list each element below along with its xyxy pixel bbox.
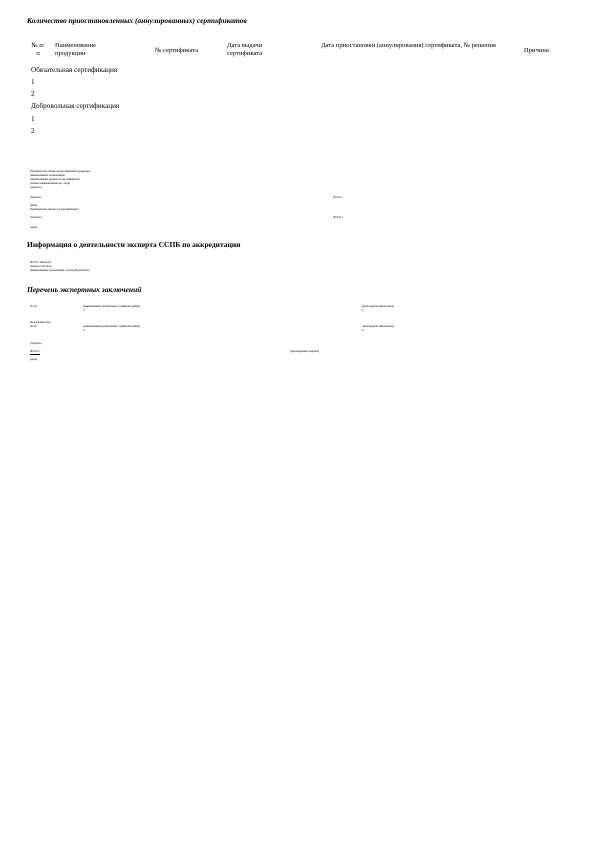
conclusion-date-value: 2 <box>362 329 364 332</box>
group-label-voluntary: Добровольная сертификация <box>31 102 120 110</box>
sign-label: (подпись) <box>30 342 42 345</box>
col-header-cert-num: № сертификата <box>155 47 199 54</box>
table-row: 2 <box>31 90 35 98</box>
expert-caption: (номер аттестата) <box>30 265 52 268</box>
table-row: 1 <box>31 115 35 123</box>
signature-caption: (подпись) <box>30 186 42 189</box>
conclusion-num-label: № п/п <box>30 305 38 308</box>
conclusion-date-value: 1 <box>362 309 364 312</box>
fio-label: (Ф.И.О.) <box>333 216 343 219</box>
date-label: (дата) <box>30 358 38 361</box>
date-label: (дата) <box>30 204 38 207</box>
section-title-expert-info: Информация о деятельности эксперта ССПБ по аккредитации <box>27 240 241 249</box>
conclusion-org-value: 1 <box>83 309 85 312</box>
signature-caption: (полное наименование юр. лица) <box>30 182 71 185</box>
col-header-suspend-date: Дата приостановки (аннулирования) сертификата, № решения <box>321 42 496 49</box>
expert-caption: (наименование организации, в которой работает) <box>30 269 90 272</box>
col-header-num: № п/п <box>31 42 45 57</box>
section-title-suspended-certificates: Количество приостановленных (аннулированных) сертификатов <box>27 16 247 25</box>
conclusion-org-label: (наименование организации, подавшей заявку) <box>83 305 141 308</box>
conclusion-type-label: (вид экспертизы) <box>30 321 51 324</box>
group-label-mandatory: Обязательная сертификация <box>31 66 118 74</box>
conclusion-date-label: (дата выдачи заключения) <box>362 325 394 328</box>
fio-label: (Ф.И.О.) <box>333 196 343 199</box>
table-row: 2 <box>31 127 35 135</box>
table-row: 1 <box>31 78 35 86</box>
conclusion-num-label: № п/п <box>30 325 38 328</box>
signature-caption: (наименование организации) <box>30 174 66 177</box>
sign-label: (подпись) <box>30 196 42 199</box>
col-header-issue-date: Дата выдачи сертификата <box>227 42 263 57</box>
signature-caption: Руководитель органа по сертификации продукции <box>30 170 91 173</box>
fio-label: (Ф.И.О.) <box>30 350 40 353</box>
expert-label: Руководитель эксперт по сертификации <box>30 208 79 211</box>
conclusion-org-label: (наименование организации, подавшей заявку) <box>83 325 141 328</box>
conclusion-org-value: 2 <box>83 329 85 332</box>
date-label: (дата) <box>30 226 38 229</box>
col-header-reason: Причина <box>524 47 549 54</box>
signature-line <box>30 354 40 355</box>
signature-decode-label: (расшифровка подписи) <box>290 350 320 353</box>
col-header-product: Наименование продукции <box>55 42 97 57</box>
conclusion-date-label: (дата выдачи заключения) <box>362 305 394 308</box>
section-title-expert-conclusions: Перечень экспертных заключений <box>27 285 142 294</box>
expert-caption: (Ф.И.О. эксперта) <box>30 261 52 264</box>
sign-label: (подпись) <box>30 216 42 219</box>
signature-caption: (наименование органа по сертификации) <box>30 178 80 181</box>
